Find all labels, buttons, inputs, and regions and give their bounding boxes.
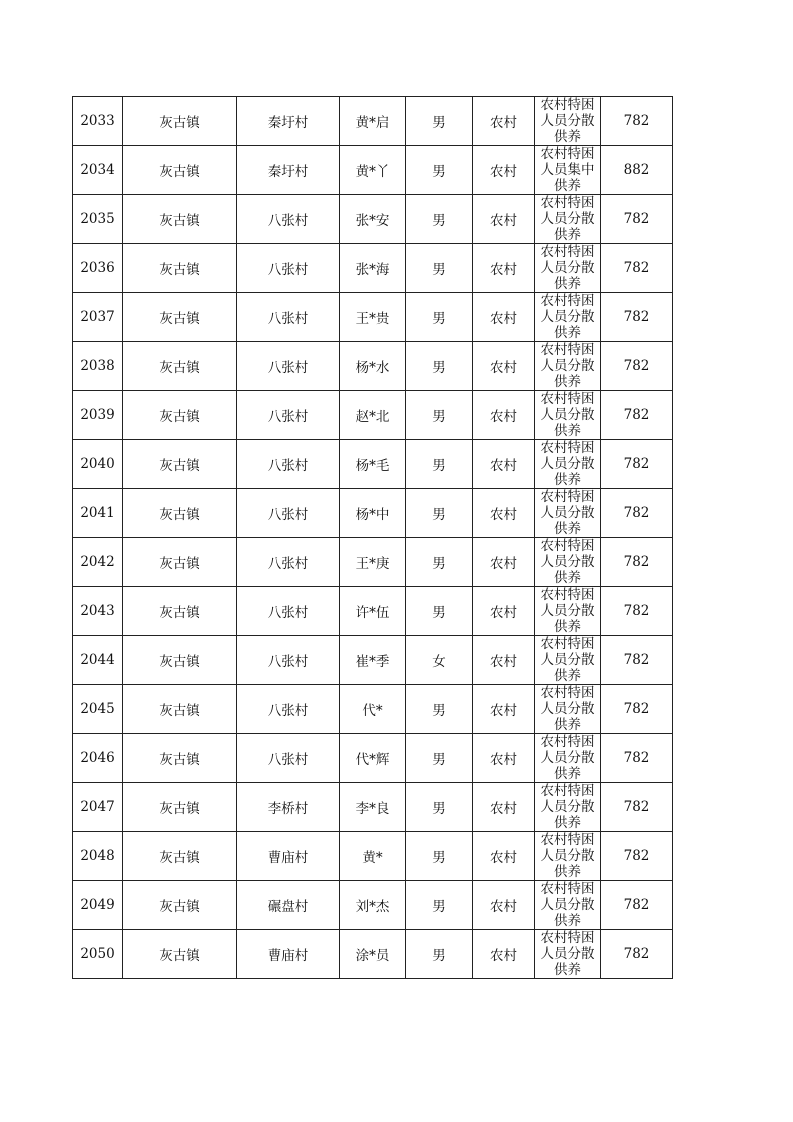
village-cell: 李桥村 bbox=[237, 783, 340, 832]
gender-cell: 男 bbox=[406, 440, 473, 489]
village-cell: 八张村 bbox=[237, 538, 340, 587]
name-cell: 代*辉 bbox=[340, 734, 406, 783]
support-type-cell bbox=[535, 587, 601, 636]
support-type-text: 农村特困人员分散供养 bbox=[540, 734, 595, 782]
town-cell: 灰古镇 bbox=[123, 293, 237, 342]
row-id-cell: 2038 bbox=[73, 342, 123, 391]
support-type-text: 农村特困人员分散供养 bbox=[540, 930, 595, 978]
village-cell: 八张村 bbox=[237, 195, 340, 244]
name-cell: 王*庚 bbox=[340, 538, 406, 587]
table-row bbox=[73, 489, 673, 538]
support-type-text: 农村特困人员分散供养 bbox=[540, 97, 595, 145]
row-id-cell: 2037 bbox=[73, 293, 123, 342]
row-id-cell: 2036 bbox=[73, 244, 123, 293]
support-type-text: 农村特困人员分散供养 bbox=[540, 244, 595, 292]
village-cell: 秦圩村 bbox=[237, 97, 340, 146]
name-cell: 张*安 bbox=[340, 195, 406, 244]
support-type-text: 农村特困人员分散供养 bbox=[540, 391, 595, 439]
gender-cell: 男 bbox=[406, 832, 473, 881]
support-type-text: 农村特困人员分散供养 bbox=[540, 881, 595, 929]
town-cell: 灰古镇 bbox=[123, 685, 237, 734]
village-cell: 曹庙村 bbox=[237, 832, 340, 881]
name-cell: 黄*丫 bbox=[340, 146, 406, 195]
row-id-cell: 2040 bbox=[73, 440, 123, 489]
table-row bbox=[73, 930, 673, 979]
support-type-cell bbox=[535, 636, 601, 685]
table-row bbox=[73, 881, 673, 930]
support-type-cell bbox=[535, 881, 601, 930]
amount-cell: 782 bbox=[601, 97, 673, 146]
residence-cell: 农村 bbox=[473, 97, 535, 146]
gender-cell: 男 bbox=[406, 195, 473, 244]
amount-cell: 782 bbox=[601, 930, 673, 979]
village-cell: 碾盘村 bbox=[237, 881, 340, 930]
name-cell: 杨*水 bbox=[340, 342, 406, 391]
village-cell: 八张村 bbox=[237, 587, 340, 636]
town-cell: 灰古镇 bbox=[123, 832, 237, 881]
amount-cell: 782 bbox=[601, 489, 673, 538]
support-type-cell bbox=[535, 195, 601, 244]
support-type-cell bbox=[535, 342, 601, 391]
name-cell: 许*伍 bbox=[340, 587, 406, 636]
support-type-text: 农村特困人员分散供养 bbox=[540, 587, 595, 635]
amount-cell: 782 bbox=[601, 587, 673, 636]
amount-cell: 782 bbox=[601, 832, 673, 881]
town-cell: 灰古镇 bbox=[123, 342, 237, 391]
name-cell: 赵*北 bbox=[340, 391, 406, 440]
amount-cell: 782 bbox=[601, 293, 673, 342]
residence-cell: 农村 bbox=[473, 244, 535, 293]
residence-cell: 农村 bbox=[473, 832, 535, 881]
row-id-cell: 2043 bbox=[73, 587, 123, 636]
name-cell: 崔*季 bbox=[340, 636, 406, 685]
support-type-text: 农村特困人员集中供养 bbox=[540, 146, 595, 194]
residence-cell: 农村 bbox=[473, 391, 535, 440]
row-id-cell: 2041 bbox=[73, 489, 123, 538]
row-id-cell: 2044 bbox=[73, 636, 123, 685]
residence-cell: 农村 bbox=[473, 489, 535, 538]
town-cell: 灰古镇 bbox=[123, 195, 237, 244]
table-row bbox=[73, 783, 673, 832]
support-type-text: 农村特困人员分散供养 bbox=[540, 293, 595, 341]
residence-cell: 农村 bbox=[473, 734, 535, 783]
table-row bbox=[73, 293, 673, 342]
amount-cell: 782 bbox=[601, 440, 673, 489]
amount-cell: 882 bbox=[601, 146, 673, 195]
village-cell: 八张村 bbox=[237, 685, 340, 734]
residence-cell: 农村 bbox=[473, 783, 535, 832]
name-cell: 涂*员 bbox=[340, 930, 406, 979]
gender-cell: 男 bbox=[406, 489, 473, 538]
row-id-cell: 2049 bbox=[73, 881, 123, 930]
residence-cell: 农村 bbox=[473, 636, 535, 685]
support-type-cell bbox=[535, 293, 601, 342]
table-row bbox=[73, 440, 673, 489]
row-id-cell: 2034 bbox=[73, 146, 123, 195]
gender-cell: 男 bbox=[406, 685, 473, 734]
residence-cell: 农村 bbox=[473, 881, 535, 930]
town-cell: 灰古镇 bbox=[123, 538, 237, 587]
gender-cell: 男 bbox=[406, 881, 473, 930]
town-cell: 灰古镇 bbox=[123, 734, 237, 783]
table-row bbox=[73, 146, 673, 195]
gender-cell: 男 bbox=[406, 538, 473, 587]
town-cell: 灰古镇 bbox=[123, 881, 237, 930]
gender-cell: 男 bbox=[406, 293, 473, 342]
records-table bbox=[72, 96, 673, 979]
gender-cell: 男 bbox=[406, 244, 473, 293]
residence-cell: 农村 bbox=[473, 195, 535, 244]
village-cell: 八张村 bbox=[237, 342, 340, 391]
amount-cell: 782 bbox=[601, 685, 673, 734]
town-cell: 灰古镇 bbox=[123, 97, 237, 146]
row-id-cell: 2033 bbox=[73, 97, 123, 146]
village-cell: 曹庙村 bbox=[237, 930, 340, 979]
amount-cell: 782 bbox=[601, 342, 673, 391]
residence-cell: 农村 bbox=[473, 587, 535, 636]
town-cell: 灰古镇 bbox=[123, 391, 237, 440]
village-cell: 八张村 bbox=[237, 734, 340, 783]
amount-cell: 782 bbox=[601, 538, 673, 587]
support-type-text: 农村特困人员分散供养 bbox=[540, 538, 595, 586]
residence-cell: 农村 bbox=[473, 293, 535, 342]
town-cell: 灰古镇 bbox=[123, 587, 237, 636]
table-row bbox=[73, 391, 673, 440]
support-type-text: 农村特困人员分散供养 bbox=[540, 832, 595, 880]
town-cell: 灰古镇 bbox=[123, 489, 237, 538]
support-type-text: 农村特困人员分散供养 bbox=[540, 195, 595, 243]
town-cell: 灰古镇 bbox=[123, 930, 237, 979]
row-id-cell: 2045 bbox=[73, 685, 123, 734]
name-cell: 代* bbox=[340, 685, 406, 734]
gender-cell: 男 bbox=[406, 97, 473, 146]
support-type-cell bbox=[535, 734, 601, 783]
row-id-cell: 2039 bbox=[73, 391, 123, 440]
gender-cell: 男 bbox=[406, 391, 473, 440]
name-cell: 张*海 bbox=[340, 244, 406, 293]
residence-cell: 农村 bbox=[473, 685, 535, 734]
amount-cell: 782 bbox=[601, 636, 673, 685]
table-row bbox=[73, 538, 673, 587]
table-row bbox=[73, 832, 673, 881]
village-cell: 八张村 bbox=[237, 489, 340, 538]
table-row bbox=[73, 244, 673, 293]
table-row bbox=[73, 195, 673, 244]
name-cell: 李*良 bbox=[340, 783, 406, 832]
row-id-cell: 2046 bbox=[73, 734, 123, 783]
amount-cell: 782 bbox=[601, 881, 673, 930]
name-cell: 王*贵 bbox=[340, 293, 406, 342]
table-row bbox=[73, 636, 673, 685]
village-cell: 八张村 bbox=[237, 293, 340, 342]
name-cell: 刘*杰 bbox=[340, 881, 406, 930]
village-cell: 八张村 bbox=[237, 244, 340, 293]
support-type-cell bbox=[535, 930, 601, 979]
support-type-cell bbox=[535, 783, 601, 832]
support-type-text: 农村特困人员分散供养 bbox=[540, 783, 595, 831]
town-cell: 灰古镇 bbox=[123, 783, 237, 832]
table-row bbox=[73, 342, 673, 391]
name-cell: 黄* bbox=[340, 832, 406, 881]
name-cell: 杨*中 bbox=[340, 489, 406, 538]
gender-cell: 男 bbox=[406, 587, 473, 636]
support-type-cell bbox=[535, 440, 601, 489]
row-id-cell: 2050 bbox=[73, 930, 123, 979]
name-cell: 黄*启 bbox=[340, 97, 406, 146]
support-type-cell bbox=[535, 685, 601, 734]
table-body bbox=[73, 97, 673, 979]
support-type-cell bbox=[535, 538, 601, 587]
support-type-cell bbox=[535, 391, 601, 440]
row-id-cell: 2047 bbox=[73, 783, 123, 832]
residence-cell: 农村 bbox=[473, 440, 535, 489]
amount-cell: 782 bbox=[601, 244, 673, 293]
support-type-text: 农村特困人员分散供养 bbox=[540, 636, 595, 684]
village-cell: 八张村 bbox=[237, 391, 340, 440]
support-type-cell bbox=[535, 244, 601, 293]
row-id-cell: 2042 bbox=[73, 538, 123, 587]
table-row bbox=[73, 685, 673, 734]
support-type-text: 农村特困人员分散供养 bbox=[540, 342, 595, 390]
gender-cell: 男 bbox=[406, 783, 473, 832]
gender-cell: 女 bbox=[406, 636, 473, 685]
support-type-text: 农村特困人员分散供养 bbox=[540, 440, 595, 488]
table-row bbox=[73, 587, 673, 636]
support-type-cell bbox=[535, 146, 601, 195]
table-row bbox=[73, 97, 673, 146]
table-row bbox=[73, 734, 673, 783]
gender-cell: 男 bbox=[406, 146, 473, 195]
amount-cell: 782 bbox=[601, 783, 673, 832]
town-cell: 灰古镇 bbox=[123, 244, 237, 293]
village-cell: 八张村 bbox=[237, 440, 340, 489]
residence-cell: 农村 bbox=[473, 538, 535, 587]
town-cell: 灰古镇 bbox=[123, 146, 237, 195]
residence-cell: 农村 bbox=[473, 146, 535, 195]
name-cell: 杨*毛 bbox=[340, 440, 406, 489]
residence-cell: 农村 bbox=[473, 930, 535, 979]
gender-cell: 男 bbox=[406, 930, 473, 979]
support-type-text: 农村特困人员分散供养 bbox=[540, 489, 595, 537]
support-type-cell bbox=[535, 97, 601, 146]
amount-cell: 782 bbox=[601, 391, 673, 440]
town-cell: 灰古镇 bbox=[123, 636, 237, 685]
row-id-cell: 2035 bbox=[73, 195, 123, 244]
village-cell: 秦圩村 bbox=[237, 146, 340, 195]
residence-cell: 农村 bbox=[473, 342, 535, 391]
row-id-cell: 2048 bbox=[73, 832, 123, 881]
support-type-cell bbox=[535, 489, 601, 538]
town-cell: 灰古镇 bbox=[123, 440, 237, 489]
support-type-text: 农村特困人员分散供养 bbox=[540, 685, 595, 733]
support-type-cell bbox=[535, 832, 601, 881]
amount-cell: 782 bbox=[601, 195, 673, 244]
village-cell: 八张村 bbox=[237, 636, 340, 685]
amount-cell: 782 bbox=[601, 734, 673, 783]
gender-cell: 男 bbox=[406, 734, 473, 783]
gender-cell: 男 bbox=[406, 342, 473, 391]
